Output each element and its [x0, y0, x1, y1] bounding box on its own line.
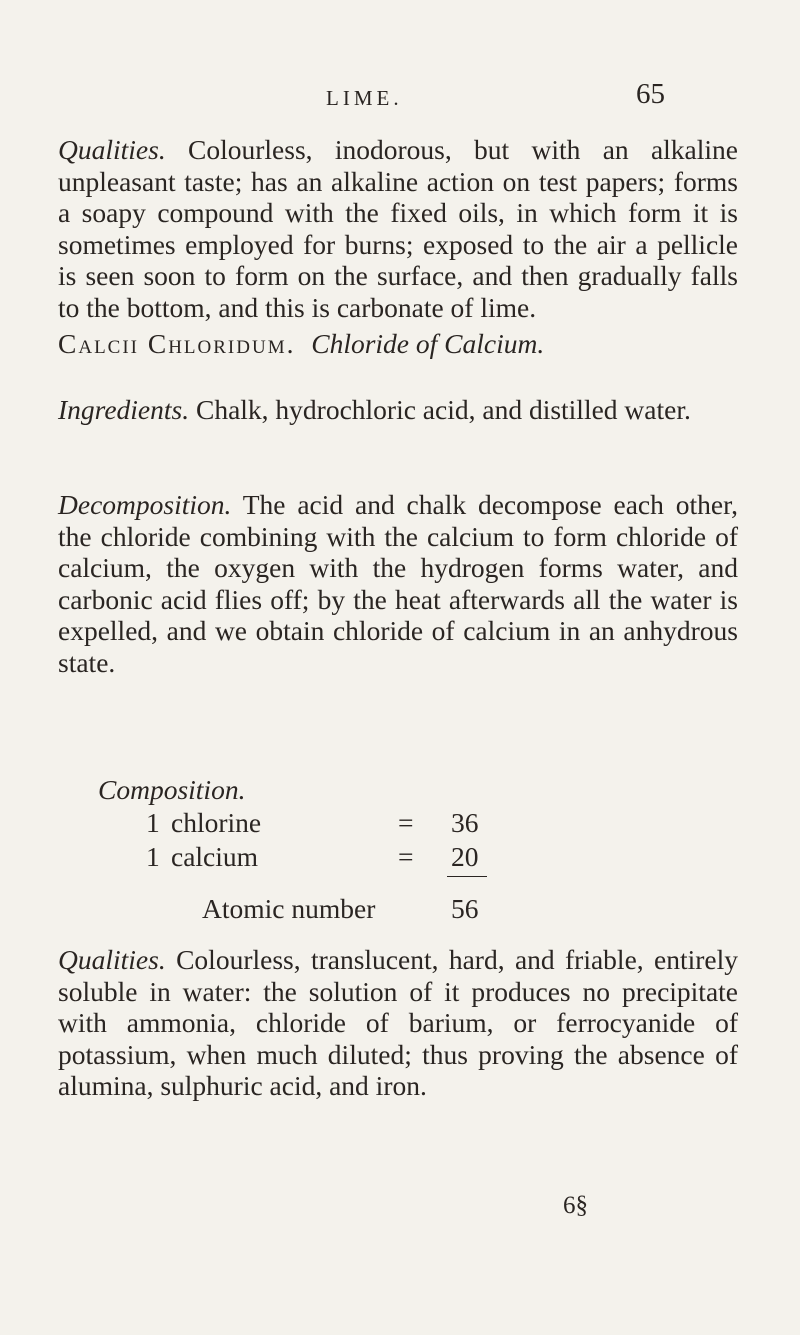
ingredients-paragraph — [58, 394, 738, 426]
composition-count: 1 — [146, 807, 160, 838]
composition-value: 36 — [451, 807, 479, 838]
section-heading-latin: Calcii Chloridum. — [58, 328, 296, 359]
qualities-lead: Qualities. — [58, 944, 166, 975]
running-head — [0, 78, 800, 118]
composition-element: calcium — [171, 841, 259, 872]
composition-row — [0, 841, 800, 873]
sum-rule — [447, 876, 487, 877]
qualities-paragraph-chloride — [58, 944, 738, 1102]
decomposition-paragraph — [58, 489, 738, 678]
atomic-number-row — [0, 893, 800, 925]
qualities-lead: Qualities. — [58, 134, 166, 165]
composition-value: 20 — [451, 841, 479, 872]
decomposition-lead: Decomposition. — [58, 489, 232, 520]
ingredients-lead: Ingredients. — [58, 394, 190, 425]
composition-count: 1 — [146, 841, 160, 872]
equals-sign: = — [398, 841, 414, 872]
equals-sign: = — [398, 807, 414, 838]
page-number: 65 — [636, 78, 665, 110]
qualities-paragraph-lime — [58, 134, 738, 323]
section-heading-english: Chloride of Calcium. — [311, 328, 545, 359]
composition-element: chlorine — [171, 807, 262, 838]
section-heading — [58, 328, 738, 360]
composition-row — [0, 807, 800, 839]
decomposition-body: The acid and chalk decompose each other, the chloride combining with the calcium to form chloride of calcium, the oxygen with the hydrogen forms water, and carbonic acid flies off; by the heat afterwards all the water is expelled, and we obtain chloride of calcium in an anhydrous state. — [58, 489, 738, 678]
atomic-number-label: Atomic number — [202, 893, 376, 924]
qualities-body: Colourless, inodorous, but with an alkaline unpleasant taste; has an alkaline action on test papers; forms a soapy compound with the fixed oils, in which form it is sometimes employed for burns; exposed to the air a pellicle is seen soon to form on the surface, and then gradually falls to the bottom, and this is carbonate of lime. — [58, 134, 738, 323]
qualities-body: Colourless, translucent, hard, and friable, entirely soluble in water: the solution of it produces no precipitate with ammonia, chloride of barium, or ferrocyanide of potassium, when much diluted; thus proving the absence of alumina, sulphuric acid, and iron. — [58, 944, 738, 1101]
running-title: LIME. — [326, 86, 403, 110]
composition-label: Composition. — [98, 774, 246, 805]
catchword: 6§ — [563, 1192, 588, 1219]
ingredients-body: Chalk, hydrochloric acid, and distilled water. — [189, 394, 691, 425]
atomic-number-value: 56 — [451, 893, 479, 924]
